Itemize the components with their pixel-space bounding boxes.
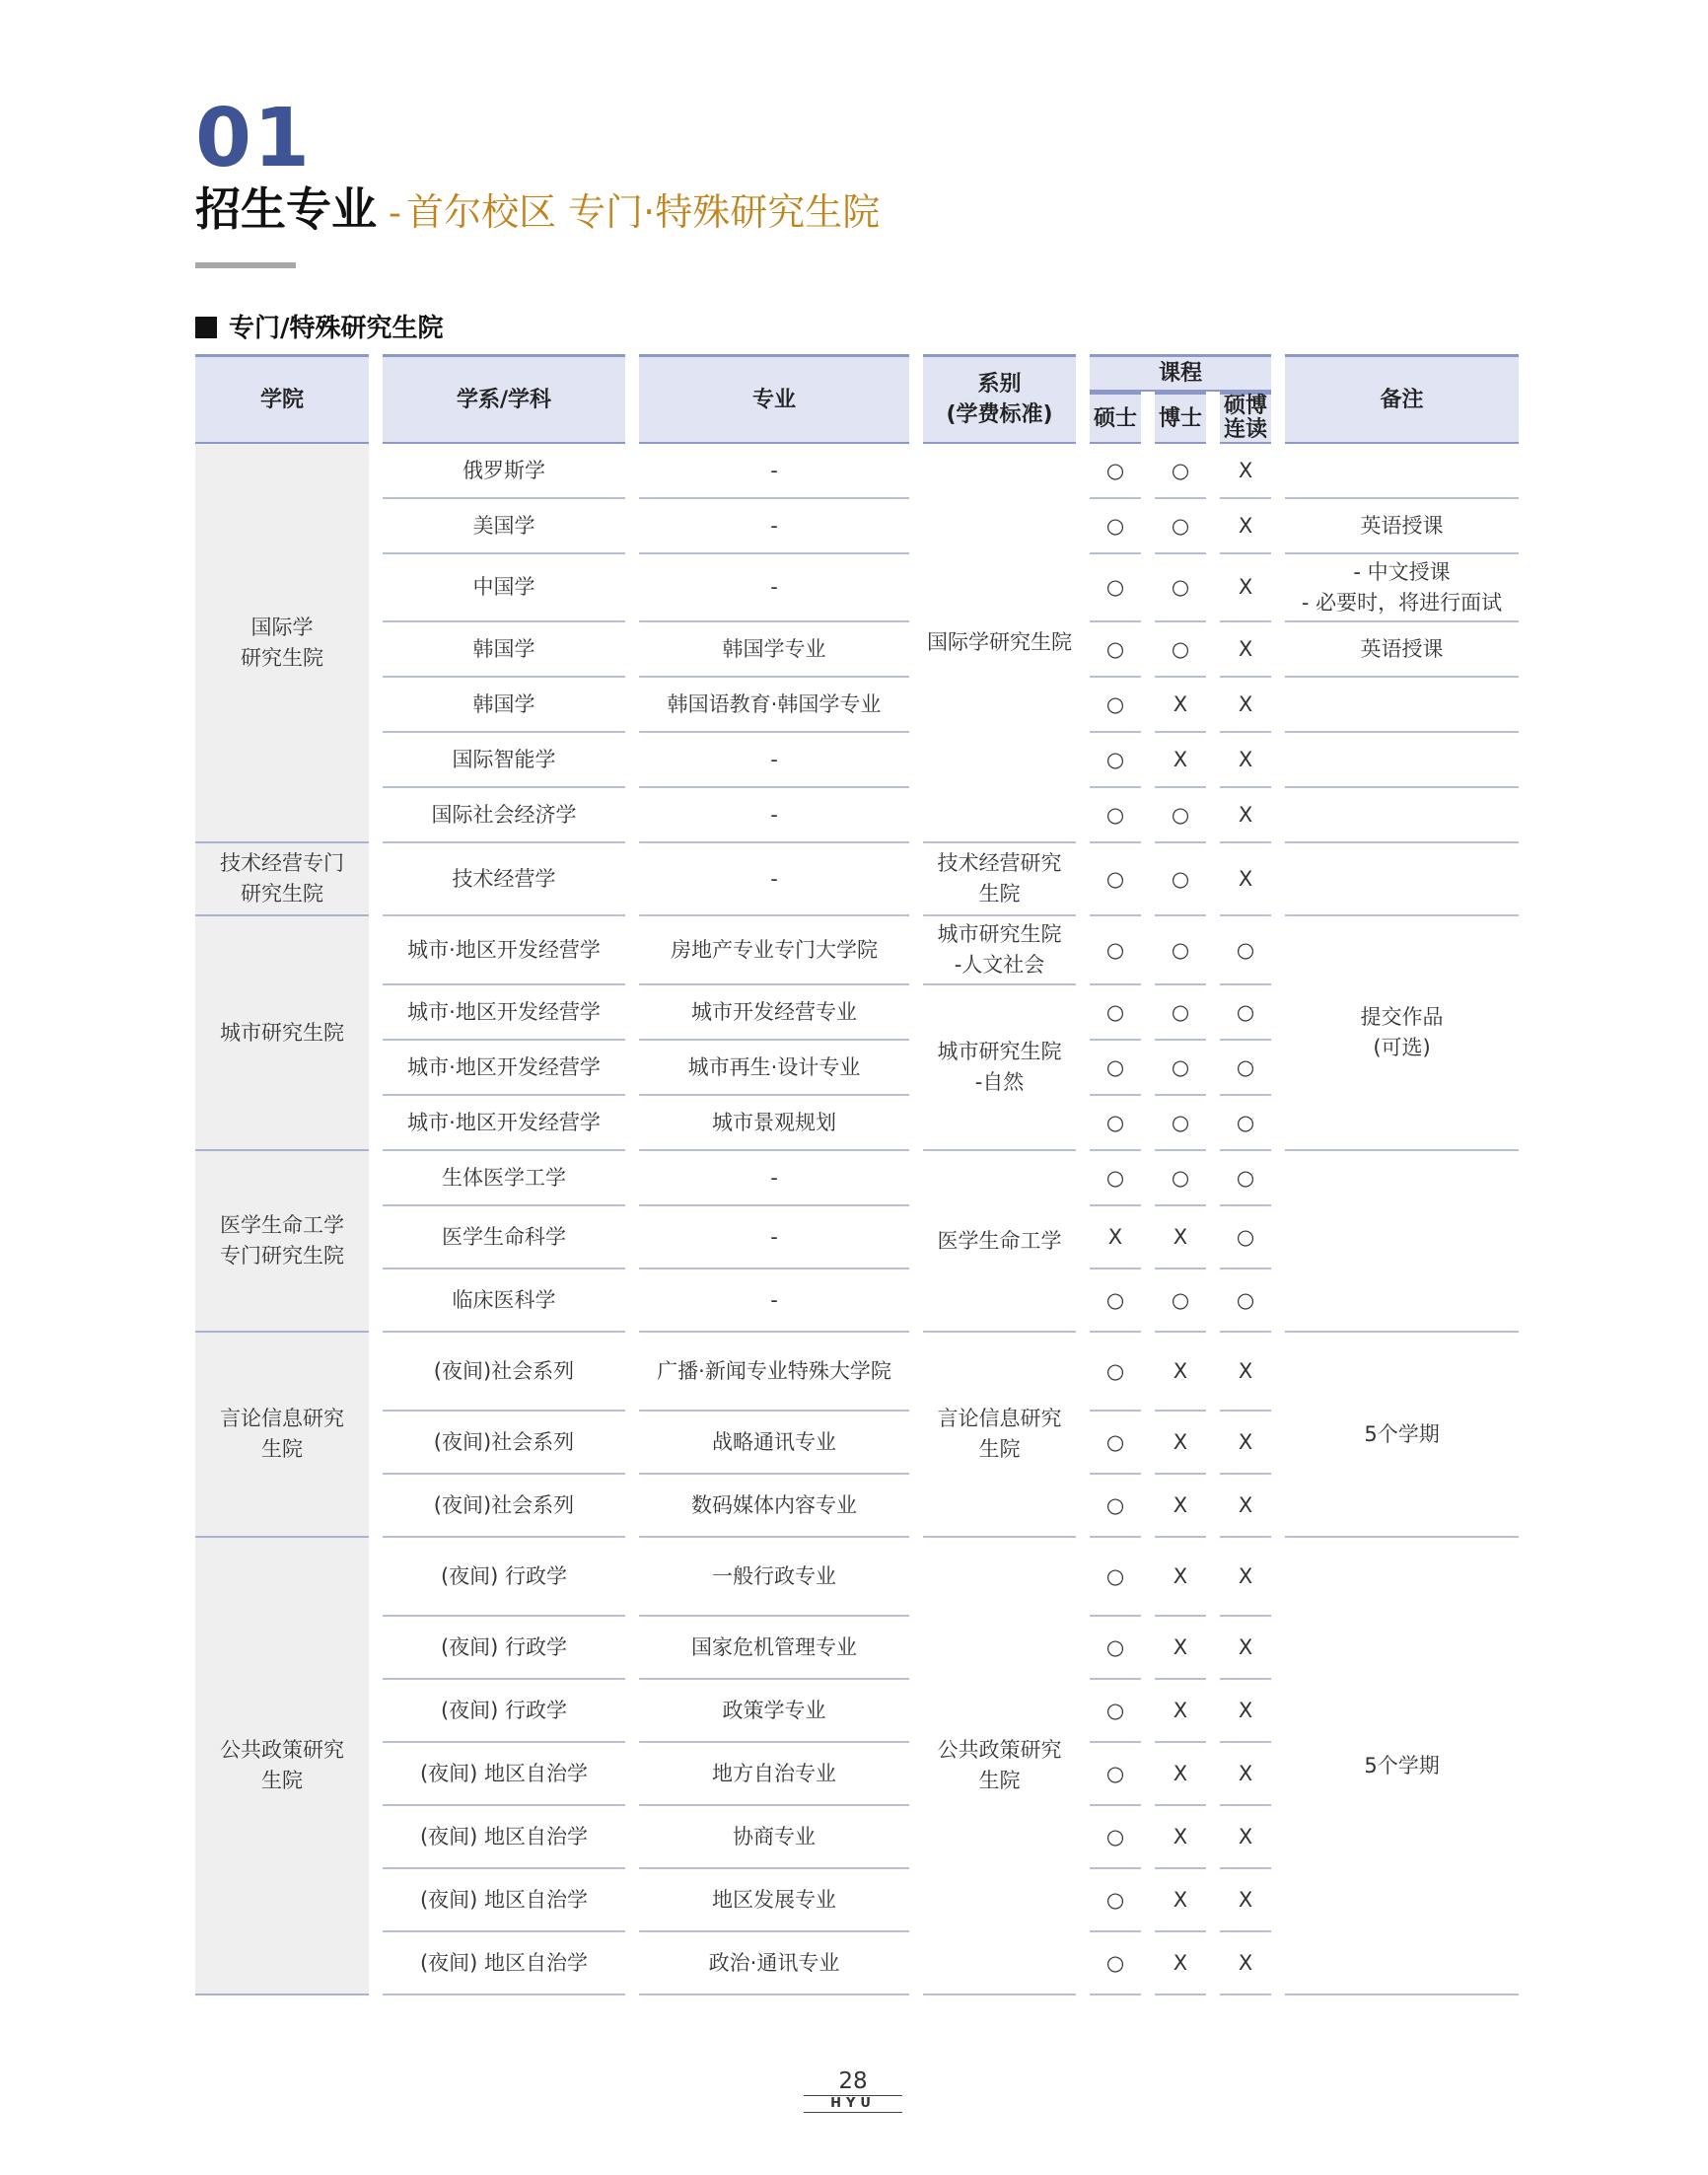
header-master: 硕士 bbox=[1090, 392, 1141, 444]
cell-doctor: ○ bbox=[1155, 1041, 1206, 1096]
cell-major: - bbox=[639, 1206, 909, 1269]
cell-major: - bbox=[639, 554, 909, 622]
cell-major: 数码媒体内容专业 bbox=[639, 1475, 909, 1538]
cell-combined: X bbox=[1220, 1617, 1271, 1680]
cell-combined: X bbox=[1220, 1932, 1271, 1995]
cell-major: 战略通讯专业 bbox=[639, 1412, 909, 1475]
title-main: 招生专业 bbox=[195, 182, 377, 236]
square-bullet-icon bbox=[195, 317, 217, 338]
cell-remark: 英语授课 bbox=[1285, 622, 1519, 678]
cell-major: 国家危机管理专业 bbox=[639, 1617, 909, 1680]
college-international: 国际学 研究生院 bbox=[195, 444, 369, 843]
cell-tuition: 言论信息研究 生院 bbox=[923, 1333, 1076, 1538]
title-underline bbox=[195, 262, 296, 268]
cell-major: 城市景观规划 bbox=[639, 1096, 909, 1151]
cell-doctor: ○ bbox=[1155, 622, 1206, 678]
cell-master: ○ bbox=[1090, 1538, 1141, 1617]
cell-doctor: X bbox=[1155, 1932, 1206, 1995]
section-number: 01 bbox=[195, 92, 313, 185]
cell-major: - bbox=[639, 843, 909, 916]
cell-master: ○ bbox=[1090, 1869, 1141, 1932]
cell-department: (夜间) 行政学 bbox=[383, 1680, 625, 1743]
cell-master: ○ bbox=[1090, 499, 1141, 554]
cell-doctor: ○ bbox=[1155, 499, 1206, 554]
header-tuition: 系别 (学费标准) bbox=[923, 354, 1076, 444]
cell-department: 中国学 bbox=[383, 554, 625, 622]
cell-remark: 英语授课 bbox=[1285, 499, 1519, 554]
cell-doctor: ○ bbox=[1155, 554, 1206, 622]
cell-master: ○ bbox=[1090, 622, 1141, 678]
cell-remark bbox=[1285, 1151, 1519, 1333]
cell-doctor: X bbox=[1155, 1806, 1206, 1869]
cell-department: 临床医科学 bbox=[383, 1269, 625, 1333]
cell-combined: X bbox=[1220, 1869, 1271, 1932]
cell-doctor: X bbox=[1155, 1475, 1206, 1538]
cell-combined: X bbox=[1220, 843, 1271, 916]
cell-department: 韩国学 bbox=[383, 622, 625, 678]
cell-combined: ○ bbox=[1220, 1206, 1271, 1269]
cell-doctor: ○ bbox=[1155, 788, 1206, 843]
cell-department: (夜间) 行政学 bbox=[383, 1617, 625, 1680]
table-row bbox=[195, 444, 1519, 499]
cell-combined: X bbox=[1220, 733, 1271, 788]
table-row bbox=[195, 1151, 1519, 1206]
table-row bbox=[195, 554, 1519, 622]
title-subtitle: 首尔校区 专门·特殊研究生院 bbox=[406, 190, 881, 234]
cell-doctor: X bbox=[1155, 678, 1206, 733]
cell-major: 韩国学专业 bbox=[639, 622, 909, 678]
cell-doctor: X bbox=[1155, 1869, 1206, 1932]
college-biomedical: 医学生命工学 专门研究生院 bbox=[195, 1151, 369, 1333]
header-combined: 硕博 连读 bbox=[1220, 392, 1271, 444]
cell-combined: ○ bbox=[1220, 1269, 1271, 1333]
cell-department: 城市·地区开发经营学 bbox=[383, 916, 625, 985]
header-college: 学院 bbox=[195, 354, 369, 444]
header-doctor: 博士 bbox=[1155, 392, 1206, 444]
cell-combined: X bbox=[1220, 1538, 1271, 1617]
cell-department: (夜间) 地区自治学 bbox=[383, 1743, 625, 1806]
cell-remark bbox=[1285, 788, 1519, 843]
cell-remark bbox=[1285, 444, 1519, 499]
cell-major: 广播·新闻专业特殊大学院 bbox=[639, 1333, 909, 1412]
cell-combined: ○ bbox=[1220, 916, 1271, 985]
cell-tuition: 医学生命工学 bbox=[923, 1151, 1076, 1333]
cell-remark: 5个学期 bbox=[1285, 1333, 1519, 1538]
cell-tuition: 公共政策研究 生院 bbox=[923, 1538, 1076, 1995]
cell-master: ○ bbox=[1090, 843, 1141, 916]
cell-remark bbox=[1285, 733, 1519, 788]
cell-combined: X bbox=[1220, 1806, 1271, 1869]
cell-department: 生体医学工学 bbox=[383, 1151, 625, 1206]
cell-doctor: ○ bbox=[1155, 985, 1206, 1041]
table-row bbox=[195, 916, 1519, 985]
cell-major: - bbox=[639, 733, 909, 788]
cell-department: 城市·地区开发经营学 bbox=[383, 1096, 625, 1151]
cell-combined: X bbox=[1220, 1333, 1271, 1412]
cell-master: ○ bbox=[1090, 444, 1141, 499]
table-row bbox=[195, 622, 1519, 678]
cell-department: (夜间) 行政学 bbox=[383, 1538, 625, 1617]
table-row bbox=[195, 733, 1519, 788]
header-remark: 备注 bbox=[1285, 354, 1519, 444]
cell-department: (夜间) 地区自治学 bbox=[383, 1806, 625, 1869]
cell-master: ○ bbox=[1090, 1743, 1141, 1806]
cell-department: 技术经营学 bbox=[383, 843, 625, 916]
cell-major: 城市再生·设计专业 bbox=[639, 1041, 909, 1096]
cell-doctor: X bbox=[1155, 1206, 1206, 1269]
cell-master: ○ bbox=[1090, 1333, 1141, 1412]
cell-master: ○ bbox=[1090, 1096, 1141, 1151]
cell-doctor: ○ bbox=[1155, 916, 1206, 985]
footer-brand: HYU bbox=[830, 2096, 876, 2111]
cell-tuition: 技术经营研究 生院 bbox=[923, 843, 1076, 916]
cell-department: (夜间) 地区自治学 bbox=[383, 1869, 625, 1932]
cell-major: 一般行政专业 bbox=[639, 1538, 909, 1617]
cell-major: - bbox=[639, 1269, 909, 1333]
title-dash: - bbox=[389, 193, 401, 234]
table-row bbox=[195, 1333, 1519, 1412]
cell-master: ○ bbox=[1090, 733, 1141, 788]
cell-major: 政策学专业 bbox=[639, 1680, 909, 1743]
cell-master: ○ bbox=[1090, 1041, 1141, 1096]
cell-department: 国际智能学 bbox=[383, 733, 625, 788]
cell-major: 地方自治专业 bbox=[639, 1743, 909, 1806]
cell-master: X bbox=[1090, 1206, 1141, 1269]
section-heading bbox=[195, 308, 444, 344]
cell-combined: ○ bbox=[1220, 1096, 1271, 1151]
cell-combined: ○ bbox=[1220, 1151, 1271, 1206]
cell-master: ○ bbox=[1090, 1617, 1141, 1680]
table-row bbox=[195, 843, 1519, 916]
cell-remark: 5个学期 bbox=[1285, 1538, 1519, 1995]
cell-doctor: ○ bbox=[1155, 1151, 1206, 1206]
cell-master: ○ bbox=[1090, 1412, 1141, 1475]
cell-doctor: X bbox=[1155, 1617, 1206, 1680]
cell-remark bbox=[1285, 843, 1519, 916]
college-tech-management: 技术经营专门 研究生院 bbox=[195, 843, 369, 916]
table-row bbox=[195, 678, 1519, 733]
cell-remark bbox=[1285, 678, 1519, 733]
cell-doctor: X bbox=[1155, 1333, 1206, 1412]
cell-master: ○ bbox=[1090, 554, 1141, 622]
cell-department: 国际社会经济学 bbox=[383, 788, 625, 843]
cell-combined: X bbox=[1220, 1475, 1271, 1538]
cell-combined: X bbox=[1220, 1680, 1271, 1743]
cell-major: 协商专业 bbox=[639, 1806, 909, 1869]
cell-department: (夜间)社会系列 bbox=[383, 1412, 625, 1475]
cell-doctor: ○ bbox=[1155, 444, 1206, 499]
cell-tuition: 城市研究生院 -人文社会 bbox=[923, 916, 1076, 985]
programs-table bbox=[181, 354, 1532, 1995]
cell-master: ○ bbox=[1090, 1151, 1141, 1206]
table-row bbox=[195, 499, 1519, 554]
cell-combined: X bbox=[1220, 1743, 1271, 1806]
cell-department: (夜间)社会系列 bbox=[383, 1333, 625, 1412]
page-title bbox=[195, 183, 880, 246]
cell-major: 城市开发经营专业 bbox=[639, 985, 909, 1041]
footer-divider bbox=[804, 2112, 902, 2113]
cell-major: - bbox=[639, 444, 909, 499]
cell-doctor: X bbox=[1155, 733, 1206, 788]
cell-major: 韩国语教育·韩国学专业 bbox=[639, 678, 909, 733]
cell-doctor: X bbox=[1155, 1743, 1206, 1806]
cell-combined: ○ bbox=[1220, 1041, 1271, 1096]
cell-doctor: X bbox=[1155, 1680, 1206, 1743]
cell-doctor: ○ bbox=[1155, 843, 1206, 916]
section-heading-text: 专门/特殊研究生院 bbox=[229, 314, 444, 343]
cell-combined: X bbox=[1220, 622, 1271, 678]
page-footer bbox=[804, 2068, 902, 2114]
cell-department: 医学生命科学 bbox=[383, 1206, 625, 1269]
cell-major: - bbox=[639, 1151, 909, 1206]
cell-department: 韩国学 bbox=[383, 678, 625, 733]
header-major: 专业 bbox=[639, 354, 909, 444]
cell-remark: - 中文授课 - 必要时，将进行面试 bbox=[1285, 554, 1519, 622]
cell-major: 地区发展专业 bbox=[639, 1869, 909, 1932]
page-number: 28 bbox=[838, 2068, 868, 2094]
cell-tuition: 国际学研究生院 bbox=[923, 444, 1076, 843]
header-department: 学系/学科 bbox=[383, 354, 625, 444]
cell-master: ○ bbox=[1090, 1932, 1141, 1995]
cell-master: ○ bbox=[1090, 1269, 1141, 1333]
cell-department: 城市·地区开发经营学 bbox=[383, 985, 625, 1041]
cell-doctor: ○ bbox=[1155, 1096, 1206, 1151]
cell-master: ○ bbox=[1090, 678, 1141, 733]
college-media: 言论信息研究 生院 bbox=[195, 1333, 369, 1538]
cell-master: ○ bbox=[1090, 985, 1141, 1041]
cell-doctor: X bbox=[1155, 1538, 1206, 1617]
cell-master: ○ bbox=[1090, 1475, 1141, 1538]
cell-department: 俄罗斯学 bbox=[383, 444, 625, 499]
cell-doctor: X bbox=[1155, 1412, 1206, 1475]
college-urban: 城市研究生院 bbox=[195, 916, 369, 1151]
college-public-policy: 公共政策研究 生院 bbox=[195, 1538, 369, 1995]
header-course: 课程 bbox=[1090, 354, 1271, 392]
cell-master: ○ bbox=[1090, 1806, 1141, 1869]
cell-major: - bbox=[639, 788, 909, 843]
cell-department: 城市·地区开发经营学 bbox=[383, 1041, 625, 1096]
cell-major: 房地产专业专门大学院 bbox=[639, 916, 909, 985]
cell-major: - bbox=[639, 499, 909, 554]
cell-combined: X bbox=[1220, 1412, 1271, 1475]
cell-department: (夜间)社会系列 bbox=[383, 1475, 625, 1538]
cell-master: ○ bbox=[1090, 916, 1141, 985]
cell-tuition: 城市研究生院 -自然 bbox=[923, 985, 1076, 1151]
cell-department: 美国学 bbox=[383, 499, 625, 554]
cell-combined: X bbox=[1220, 499, 1271, 554]
cell-combined: ○ bbox=[1220, 985, 1271, 1041]
cell-department: (夜间) 地区自治学 bbox=[383, 1932, 625, 1995]
cell-combined: X bbox=[1220, 444, 1271, 499]
cell-remark: 提交作品 (可选) bbox=[1285, 916, 1519, 1151]
cell-combined: X bbox=[1220, 554, 1271, 622]
cell-combined: X bbox=[1220, 788, 1271, 843]
cell-combined: X bbox=[1220, 678, 1271, 733]
table-row bbox=[195, 788, 1519, 843]
cell-master: ○ bbox=[1090, 1680, 1141, 1743]
cell-doctor: ○ bbox=[1155, 1269, 1206, 1333]
cell-major: 政治·通讯专业 bbox=[639, 1932, 909, 1995]
table-row bbox=[195, 1538, 1519, 1617]
cell-master: ○ bbox=[1090, 788, 1141, 843]
